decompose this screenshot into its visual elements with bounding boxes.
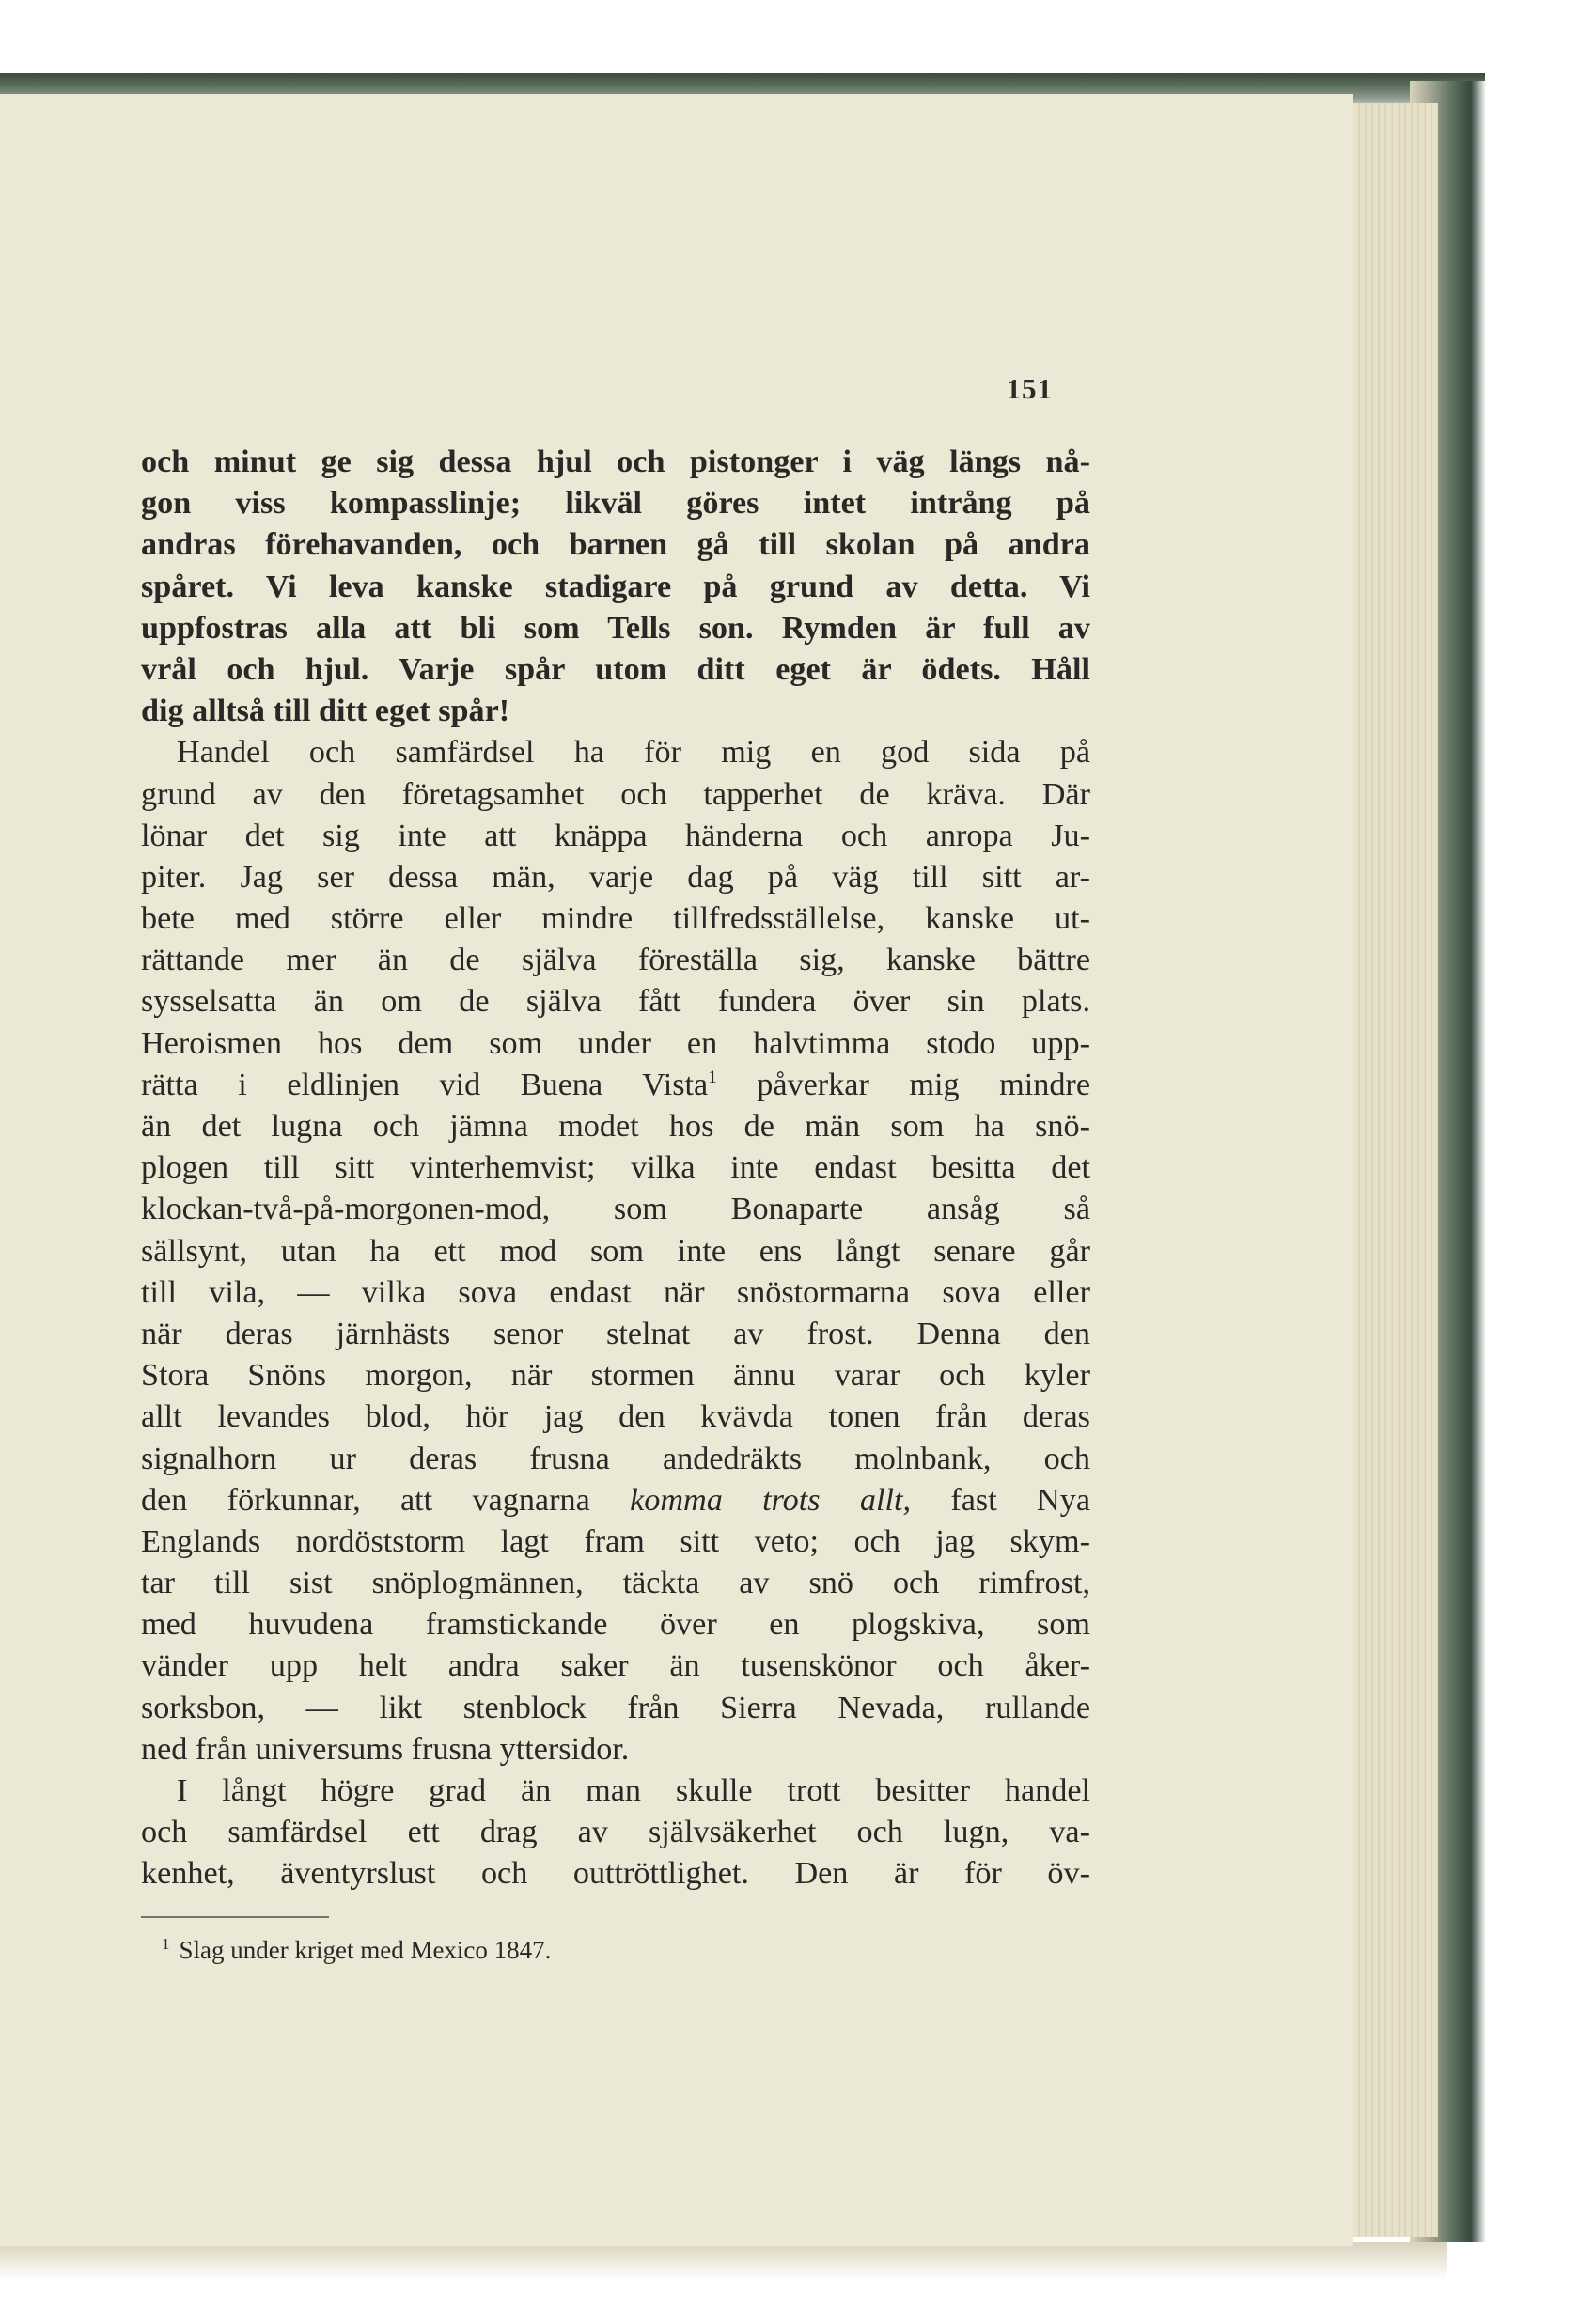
text-line: och minut ge sig dessa hjul och pistonger i väg längs nå- [141, 445, 1090, 479]
text-line: till vila, — vilka sova endast när snöstormarna sova eller [141, 1274, 1090, 1310]
text-line: kenhet, äventyrslust och outtröttlighet. Den är för öv- [141, 1856, 1090, 1892]
text-line: vrål och hjul. Varje spår utom ditt eget är ödets. Håll [141, 651, 1090, 687]
text-line: rättande mer än de själva föreställa sig, kanske bättre [141, 943, 1090, 978]
text-line: plogen till sitt vinterhemvist; vilka inte endast besitta det [141, 1150, 1090, 1186]
page-bottom-shadow [0, 2242, 1447, 2280]
text-line: tar till sist snöplogmännen, täckta av snö och rimfrost, [141, 1566, 1090, 1601]
text-line: Handel och samfärdsel ha för mig en god sida på [177, 735, 1090, 771]
page-number: 151 [1006, 372, 1053, 405]
text-segment: fast Nya [911, 1482, 1090, 1518]
footnote-marker: 1 [162, 1935, 170, 1953]
text-line: Heroismen hos dem som under en halvtimma stodo upp- [141, 1025, 1090, 1061]
text-line [141, 1480, 1090, 1521]
text-line: sysselsatta än om de själva fått fundera över sin plats. [141, 984, 1090, 1020]
text-line: klockan-två-på-morgonen-mod, som Bonaparte ansåg så [141, 1192, 1090, 1227]
text-line: när deras järnhästs senor stelnat av frost. Denna den [141, 1316, 1090, 1351]
text-line: gon viss kompasslinje; likväl göres intet intrång på [141, 486, 1090, 522]
text-line: andras förehavanden, och barnen gå till skolan på andra [141, 527, 1090, 563]
text-line: grund av den företagsamhet och tapperhet de kräva. Där [141, 776, 1090, 812]
text-line: vänder upp helt andra saker än tusenskönor och åker- [141, 1648, 1090, 1684]
text-line [141, 1065, 1090, 1106]
text-line: med huvudena framstickande över en plogskiva, som [141, 1607, 1090, 1643]
text-line: allt levandes blod, hör jag den kvävda tonen från deras [141, 1399, 1090, 1435]
text-line: piter. Jag ser dessa män, varje dag på väg till sitt ar- [141, 859, 1090, 895]
text-line: Englands nordöststorm lagt fram sitt veto; och jag skym- [141, 1523, 1090, 1559]
footnote-text: Slag under kriget med Mexico 1847. [179, 1936, 552, 1964]
italic-phrase: komma trots allt, [630, 1482, 912, 1518]
text-line: dig alltså till ditt eget spår! [141, 694, 510, 729]
text-line: signalhorn ur deras frusna andedräkts molnbank, och [141, 1441, 1090, 1476]
text-segment: påverkar mig mindre [716, 1067, 1090, 1102]
text-segment: den förkunnar, att vagnarna [141, 1482, 631, 1518]
footnote-reference: 1 [708, 1067, 717, 1087]
body-text [141, 442, 1090, 1895]
footnote [162, 1934, 820, 1966]
book-page [0, 94, 1353, 2246]
text-segment: rätta i eldlinjen vid Buena Vista [141, 1067, 709, 1102]
footnote-rule [141, 1916, 329, 1918]
text-line: bete med större eller mindre tillfredsställelse, kanske ut- [141, 901, 1090, 937]
text-line: ned från universums frusna yttersidor. [141, 1731, 630, 1767]
text-line: än det lugna och jämna modet hos de män som ha snö- [141, 1109, 1090, 1144]
text-line: sorksbon, — likt stenblock från Sierra Nevada, rullande [141, 1690, 1090, 1725]
text-line: I långt högre grad än man skulle trott besitter handel [177, 1773, 1090, 1808]
text-line: spåret. Vi leva kanske stadigare på grund av detta. Vi [141, 569, 1090, 604]
text-line: sällsynt, utan ha ett mod som inte ens långt senare går [141, 1233, 1090, 1269]
text-line: och samfärdsel ett drag av självsäkerhet och lugn, va- [141, 1815, 1090, 1850]
text-line: uppfostras alla att bli som Tells son. Rymden är full av [141, 610, 1090, 646]
text-line: Stora Snöns morgon, när stormen ännu varar och kyler [141, 1358, 1090, 1394]
text-line: lönar det sig inte att knäppa händerna och anropa Ju- [141, 818, 1090, 853]
